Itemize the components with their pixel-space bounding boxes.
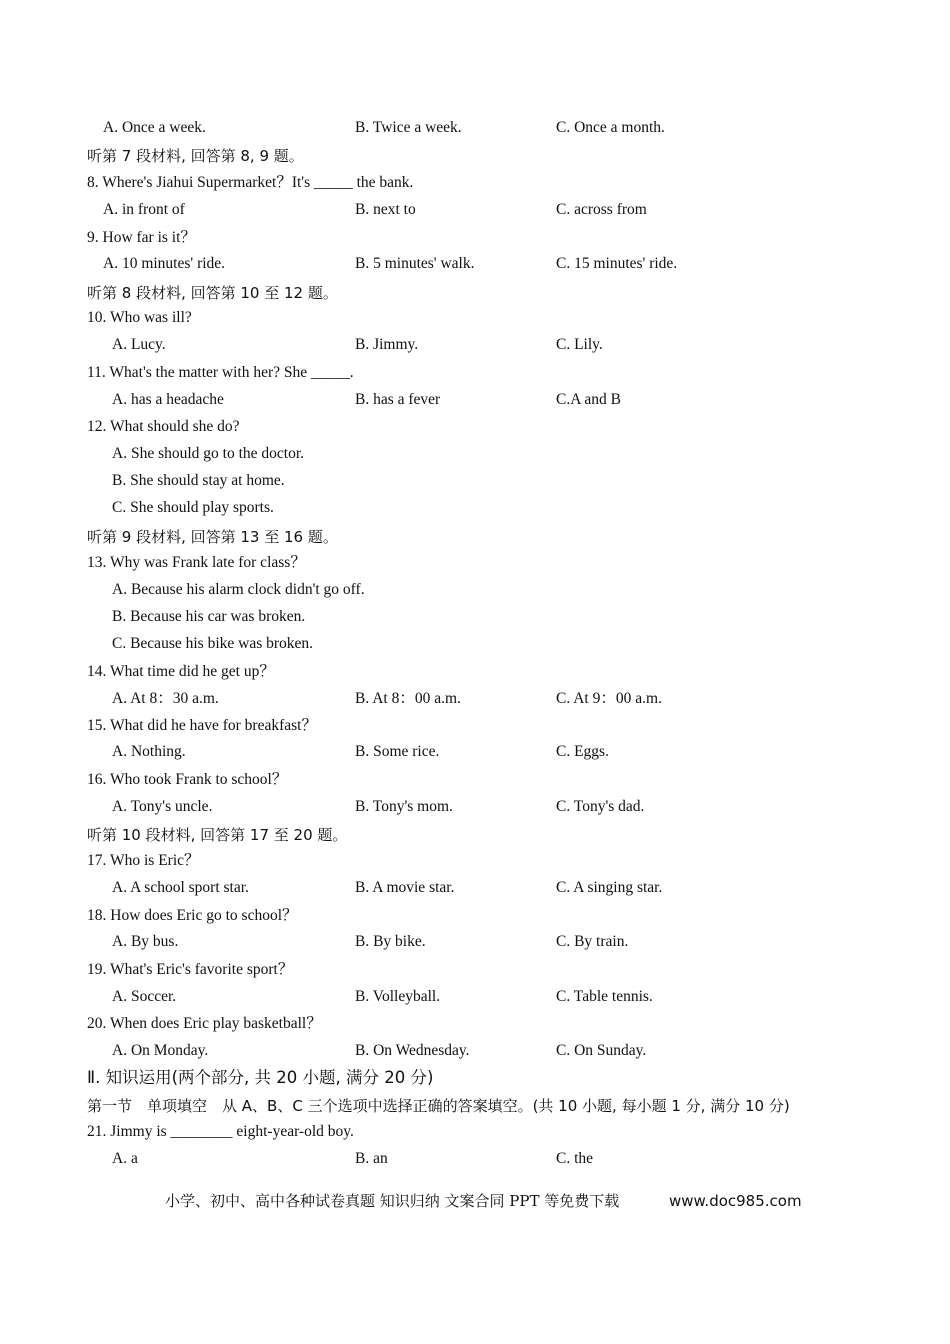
question — [0, 172, 950, 194]
option-a: A. A school sport star. — [112, 879, 249, 896]
question — [0, 416, 950, 438]
question — [0, 661, 950, 683]
option-a: A. On Monday. — [112, 1042, 209, 1059]
section-text: 听第 7 段材料, 回答第 8, 9 题。 — [87, 147, 304, 165]
option-a: A. At 8：30 a.m. — [112, 690, 219, 707]
question-text: 21. Jimmy is ________ eight-year-old boy. — [87, 1123, 354, 1140]
question — [0, 1013, 950, 1035]
question-text: 15. What did he have for breakfast？ — [87, 717, 317, 734]
option-b: B. Jimmy. — [355, 336, 419, 353]
option-text: B. Because his car was broken. — [112, 608, 306, 625]
option-b: B. By bike. — [355, 933, 426, 950]
option-row — [0, 931, 950, 953]
option-c: C. Table tennis. — [556, 988, 653, 1005]
question — [0, 362, 950, 384]
footer — [0, 1189, 950, 1213]
question-text: 9. How far is it？ — [87, 229, 196, 246]
option-a: A. Soccer. — [112, 988, 177, 1005]
option-b: B. Volleyball. — [355, 988, 441, 1005]
question — [0, 959, 950, 981]
section-text: 听第 9 段材料, 回答第 13 至 16 题。 — [87, 528, 338, 546]
question-text: 12. What should she do? — [87, 418, 240, 435]
question — [0, 769, 950, 791]
question-text: 11. What's the matter with her? She _____. — [87, 364, 354, 381]
option-b: B. A movie star. — [355, 879, 455, 896]
option-a: A. Lucy. — [112, 336, 166, 353]
option-a: A. By bus. — [112, 933, 179, 950]
option-row — [0, 117, 950, 139]
option-a: A. has a headache — [112, 391, 224, 408]
option-line — [0, 579, 950, 601]
option-b: B. On Wednesday. — [355, 1042, 470, 1059]
section-heading — [0, 824, 950, 846]
option-row — [0, 389, 950, 411]
question — [0, 715, 950, 737]
option-b: B. Twice a week. — [355, 119, 462, 136]
option-a: A. 10 minutes' ride. — [103, 255, 226, 272]
part-heading — [0, 1067, 950, 1089]
option-row — [0, 199, 950, 221]
option-a: A. a — [112, 1150, 138, 1167]
option-row — [0, 688, 950, 710]
option-row — [0, 986, 950, 1008]
option-b: B. an — [355, 1150, 388, 1167]
option-a: A. Once a week. — [103, 119, 206, 136]
option-text: C. Because his bike was broken. — [112, 635, 314, 652]
question-text: 16. Who took Frank to school？ — [87, 771, 288, 788]
question — [0, 307, 950, 329]
question — [0, 905, 950, 927]
option-text: C. She should play sports. — [112, 499, 274, 516]
option-c: C. By train. — [556, 933, 629, 950]
question — [0, 850, 950, 872]
option-c: C. across from — [556, 201, 647, 218]
option-line — [0, 633, 950, 655]
option-row — [0, 334, 950, 356]
option-a: A. in front of — [103, 201, 185, 218]
question — [0, 552, 950, 574]
option-b: B. At 8：00 a.m. — [355, 690, 461, 707]
question — [0, 1121, 950, 1143]
section-text: 听第 10 段材料, 回答第 17 至 20 题。 — [87, 826, 348, 844]
option-text: A. She should go to the doctor. — [112, 445, 305, 462]
option-b: B. 5 minutes' walk. — [355, 255, 475, 272]
option-c: C.A and B — [556, 391, 622, 408]
option-c: C. 15 minutes' ride. — [556, 255, 678, 272]
question-text: 8. Where's Jiahui Supermarket？It's _____ the bank. — [87, 174, 414, 191]
option-line — [0, 443, 950, 465]
option-a: A. Tony's uncle. — [112, 798, 213, 815]
section-heading — [0, 145, 950, 167]
section-heading — [0, 1095, 950, 1117]
option-line — [0, 497, 950, 519]
option-b: B. next to — [355, 201, 416, 218]
question-text: 18. How does Eric go to school？ — [87, 907, 298, 924]
option-b: B. Tony's mom. — [355, 798, 453, 815]
option-c: C. Eggs. — [556, 743, 609, 760]
section-heading — [0, 282, 950, 304]
section-text: 听第 8 段材料, 回答第 10 至 12 题。 — [87, 284, 338, 302]
option-row — [0, 1040, 950, 1062]
option-row — [0, 253, 950, 275]
footer-url: www.doc985.com — [669, 1192, 802, 1210]
option-row — [0, 741, 950, 763]
option-c: C. On Sunday. — [556, 1042, 647, 1059]
option-c: C. Tony's dad. — [556, 798, 645, 815]
option-c: C. At 9：00 a.m. — [556, 690, 662, 707]
question — [0, 227, 950, 249]
option-c: C. A singing star. — [556, 879, 663, 896]
option-c: C. Lily. — [556, 336, 603, 353]
footer-text: 小学、初中、高中各种试卷真题 知识归纳 文案合同 PPT 等免费下载 — [165, 1192, 620, 1210]
question-text: 13. Why was Frank late for class？ — [87, 554, 306, 571]
question-text: 14. What time did he get up？ — [87, 663, 275, 680]
question-text: 20. When does Eric play basketball？ — [87, 1015, 322, 1032]
option-a: A. Nothing. — [112, 743, 186, 760]
section-heading — [0, 526, 950, 548]
option-text: A. Because his alarm clock didn't go off. — [112, 581, 365, 598]
option-line — [0, 606, 950, 628]
option-line — [0, 470, 950, 492]
option-b: B. has a fever — [355, 391, 441, 408]
option-row — [0, 796, 950, 818]
question-text: 17. Who is Eric？ — [87, 852, 200, 869]
option-text: B. She should stay at home. — [112, 472, 285, 489]
option-row — [0, 1148, 950, 1170]
question-text: 19. What's Eric's favorite sport？ — [87, 961, 294, 978]
option-b: B. Some rice. — [355, 743, 440, 760]
option-row — [0, 877, 950, 899]
option-c: C. Once a month. — [556, 119, 665, 136]
question-text: 10. Who was ill? — [87, 309, 192, 326]
option-c: C. the — [556, 1150, 594, 1167]
section-text: 第一节 单项填空 从 A、B、C 三个选项中选择正确的答案填空。(共 10 小题, 每小题 1 分, 满分 10 分) — [87, 1097, 790, 1115]
part-text: Ⅱ. 知识运用(两个部分, 共 20 小题, 满分 20 分) — [87, 1068, 434, 1087]
